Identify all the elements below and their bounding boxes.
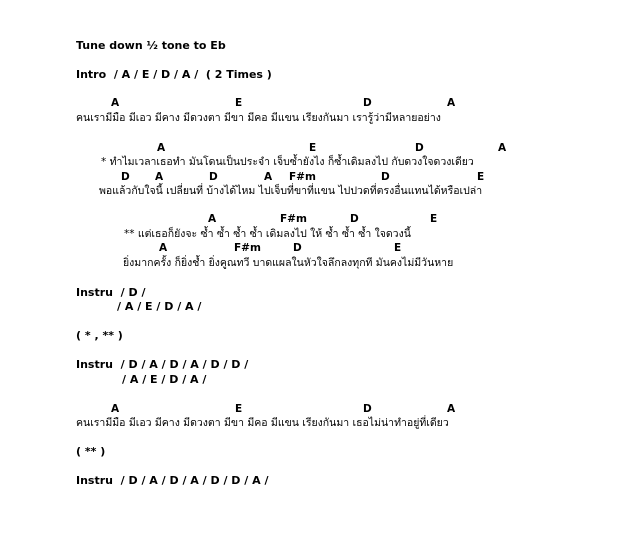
outro-line: Instru / D / A / D / A / D / D / A /	[76, 474, 269, 487]
instrumental-line: Instru / D / A / D / A / D / D /	[76, 358, 249, 371]
chord: A	[447, 97, 456, 109]
instrumental-line: Instru / D /	[76, 286, 146, 299]
lyric-line: ** แต่เธอก็ยังจะ ซ้ำ ซ้ำ ซ้ำ ซ้ำ เดิมลงไป ให้ ซ้ำ ซ้ำ ซ้ำ ใจดวงนี้	[124, 228, 411, 240]
repeat-marker: ( * , ** )	[76, 329, 123, 342]
chord: D	[293, 242, 302, 254]
lyric-line: คนเรามีมือ มีเอว มีคาง มีดวงตา มีขา มีคอ มีแขน เรียงกันมา เธอไม่น่าทำอยู่ที่เดียว	[76, 417, 449, 429]
intro-line: Intro / A / E / D / A / ( 2 Times )	[76, 68, 272, 81]
chord: F#m	[289, 171, 316, 183]
chord: A	[208, 213, 217, 225]
repeat-marker: ( ** )	[76, 445, 106, 458]
chord: E	[394, 242, 402, 254]
chord: E	[235, 403, 243, 415]
chord: D	[209, 171, 218, 183]
chord: D	[363, 97, 372, 109]
chord: F#m	[234, 242, 261, 254]
chord: A	[155, 171, 164, 183]
chord: D	[350, 213, 359, 225]
chord: D	[363, 403, 372, 415]
chord: D	[121, 171, 130, 183]
chord: E	[235, 97, 243, 109]
chord: D	[381, 171, 390, 183]
lyric-line: ยิ่งมากครั้ง ก็ยิ่งช้ำ ยิ่งคูณทวี บาดแผลในหัวใจลึกลงทุกที มันคงไม่มีวันหาย	[123, 257, 454, 269]
chord: E	[430, 213, 438, 225]
chord: E	[477, 171, 485, 183]
chord: D	[415, 142, 424, 154]
chord: A	[111, 97, 120, 109]
instrumental-line: / A / E / D / A /	[122, 373, 207, 386]
chord: E	[309, 142, 317, 154]
tuning-note: Tune down ½ tone to Eb	[76, 39, 226, 52]
chord: A	[159, 242, 168, 254]
chord: A	[498, 142, 507, 154]
lyric-line: * ทำไมเวลาเธอทำ มันโดนเป็นประจำ เจ็บซ้ำยังไง ก็ซ้ำเดิมลงไป กับดวงใจดวงเดียว	[101, 156, 474, 168]
chord: A	[264, 171, 273, 183]
lyric-line: คนเรามีมือ มีเอว มีคาง มีดวงตา มีขา มีคอ มีแขน เรียงกันมา เรารู้ว่ามีหลายอย่าง	[76, 112, 441, 124]
chord: A	[111, 403, 120, 415]
chord: F#m	[280, 213, 307, 225]
chord: A	[157, 142, 166, 154]
chord: A	[447, 403, 456, 415]
instrumental-line: / A / E / D / A /	[117, 300, 202, 313]
lyric-line: พอแล้วกับใจนี้ เปลี่ยนที่ บ้างได้ไหม ไปเจ็บที่ขาที่แขน ไปปวดที่ตรงอื่นแทนได้หรือเปล่า	[99, 185, 483, 197]
